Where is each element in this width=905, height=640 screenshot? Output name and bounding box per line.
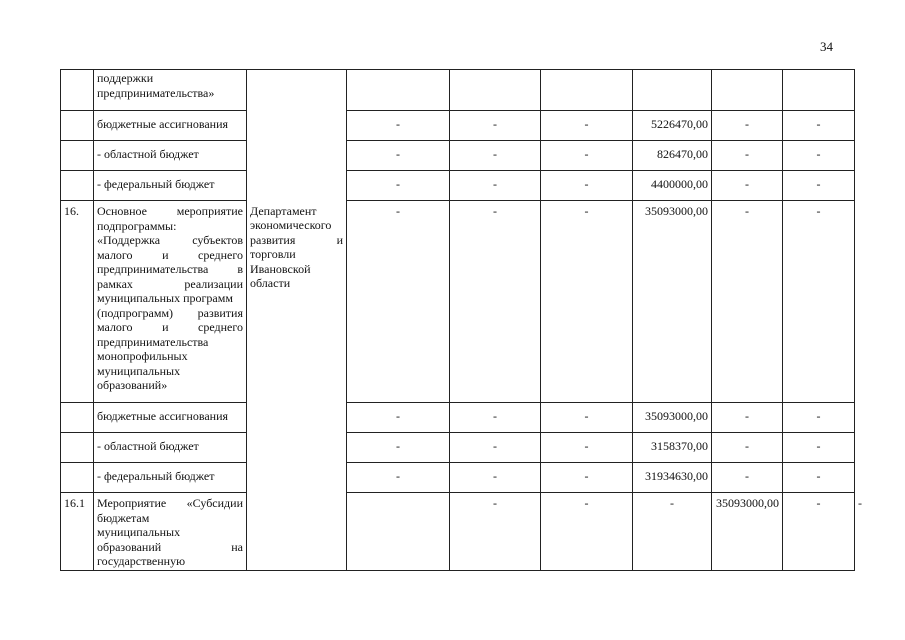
name-line: поддержки	[97, 71, 154, 85]
name-line: (подпрограмм) развития	[97, 305, 243, 320]
cell: -	[347, 171, 450, 201]
table-row	[61, 433, 855, 463]
name-line: муниципальных программ	[97, 291, 233, 305]
amount-cell: 35093000,00	[633, 201, 712, 403]
cell: -	[347, 403, 450, 433]
cell: -	[712, 171, 783, 201]
cell: -	[541, 493, 633, 571]
name-line: рамках реализации	[97, 276, 243, 291]
cell	[712, 70, 783, 111]
amount-cell: 5226470,00	[633, 111, 712, 141]
activity-name: - областной бюджет	[94, 433, 247, 463]
executor	[247, 201, 347, 571]
name-line: образований»	[97, 378, 168, 392]
name-line: подпрограммы:	[97, 218, 177, 233]
cell: -	[712, 141, 783, 171]
executor	[347, 493, 450, 571]
cell: -	[712, 403, 783, 433]
cell: -	[450, 433, 541, 463]
table-row	[61, 111, 855, 141]
cell: -	[783, 141, 855, 171]
cell: -	[541, 463, 633, 493]
executor	[247, 70, 347, 201]
executor-line: Департамент	[250, 203, 317, 218]
cell	[633, 70, 712, 111]
cell: -	[450, 111, 541, 141]
amount-cell: 35093000,00	[633, 403, 712, 433]
cell: -	[783, 463, 855, 493]
executor-line: экономического	[250, 218, 332, 232]
name-line: монопрофильных	[97, 349, 188, 363]
cell: -	[712, 463, 783, 493]
cell: -	[450, 403, 541, 433]
name-line: предпринимательства»	[97, 85, 215, 100]
activity-name: - федеральный бюджет	[94, 463, 247, 493]
cell: -	[783, 111, 855, 141]
cell	[541, 70, 633, 111]
row-number	[61, 463, 94, 493]
cell: -	[712, 433, 783, 463]
cell	[347, 70, 450, 111]
name-line: малого и среднего	[97, 320, 243, 334]
name-line: малого и среднего	[97, 247, 243, 262]
row-number	[61, 433, 94, 463]
table-row	[61, 141, 855, 171]
cell: -	[783, 171, 855, 201]
name-line: муниципальных	[97, 525, 181, 539]
activity-name: - областной бюджет	[94, 141, 247, 171]
cell: -	[783, 493, 855, 571]
cell: -	[347, 111, 450, 141]
table-row	[61, 463, 855, 493]
activity-name	[94, 70, 247, 111]
row-number	[61, 171, 94, 201]
cell	[783, 70, 855, 111]
amount-cell: 31934630,00	[633, 463, 712, 493]
cell: -	[541, 111, 633, 141]
name-line: образований на	[97, 539, 243, 554]
cell: -	[347, 201, 450, 403]
cell: -	[541, 403, 633, 433]
table-row	[61, 70, 855, 111]
cell: -	[347, 433, 450, 463]
budget-table	[60, 69, 862, 571]
cell: -	[541, 171, 633, 201]
activity-name: - федеральный бюджет	[94, 171, 247, 201]
table-row	[61, 171, 855, 201]
cell: -	[712, 111, 783, 141]
name-line: «Поддержка субъектов	[97, 233, 243, 247]
activity-name: бюджетные ассигнования	[94, 403, 247, 433]
activity-name: бюджетные ассигнования	[94, 111, 247, 141]
executor-line: Ивановской	[250, 261, 311, 276]
name-line: бюджетам	[97, 510, 150, 525]
row-number: 16.1	[61, 493, 94, 571]
name-line: государственную	[97, 554, 186, 568]
activity-name	[94, 493, 247, 571]
cell: -	[541, 201, 633, 403]
cell: -	[450, 201, 541, 403]
cell: -	[783, 201, 855, 403]
cell: -	[541, 433, 633, 463]
amount-cell: 35093000,00	[712, 493, 783, 571]
executor-line: области	[250, 276, 291, 290]
row-number	[61, 70, 94, 111]
cell: -	[450, 171, 541, 201]
page-number: 34	[820, 39, 833, 54]
row-number: 16.	[61, 201, 94, 403]
cell: -	[347, 141, 450, 171]
cell: -	[712, 201, 783, 403]
amount-cell: 826470,00	[633, 141, 712, 171]
cell: -	[450, 463, 541, 493]
activity-name	[94, 201, 247, 403]
row-number	[61, 141, 94, 171]
cell	[450, 70, 541, 111]
row-number	[61, 403, 94, 433]
cell: -	[541, 141, 633, 171]
name-line: Основное мероприятие	[97, 204, 243, 218]
name-line: предпринимательства	[97, 334, 209, 349]
amount-cell: 3158370,00	[633, 433, 712, 463]
cell: -	[783, 433, 855, 463]
table-row: 16.1 Мероприятие «Субсидии бюджетам муниципальных образований на государственную - - - 35093000,00 - -	[61, 493, 855, 571]
cell: -	[450, 141, 541, 171]
table-row	[61, 403, 855, 433]
amount-cell: 4400000,00	[633, 171, 712, 201]
cell: -	[450, 493, 541, 571]
row-number	[61, 111, 94, 141]
cell: -	[783, 403, 855, 433]
executor-line: развития и	[250, 232, 343, 247]
cell: -	[347, 463, 450, 493]
name-line: предпринимательства в	[97, 262, 243, 276]
name-line: муниципальных	[97, 363, 181, 378]
cell: -	[633, 493, 712, 571]
executor-line: торговли	[250, 247, 296, 261]
name-line: Мероприятие «Субсидии	[97, 496, 243, 510]
table-row	[61, 201, 855, 403]
